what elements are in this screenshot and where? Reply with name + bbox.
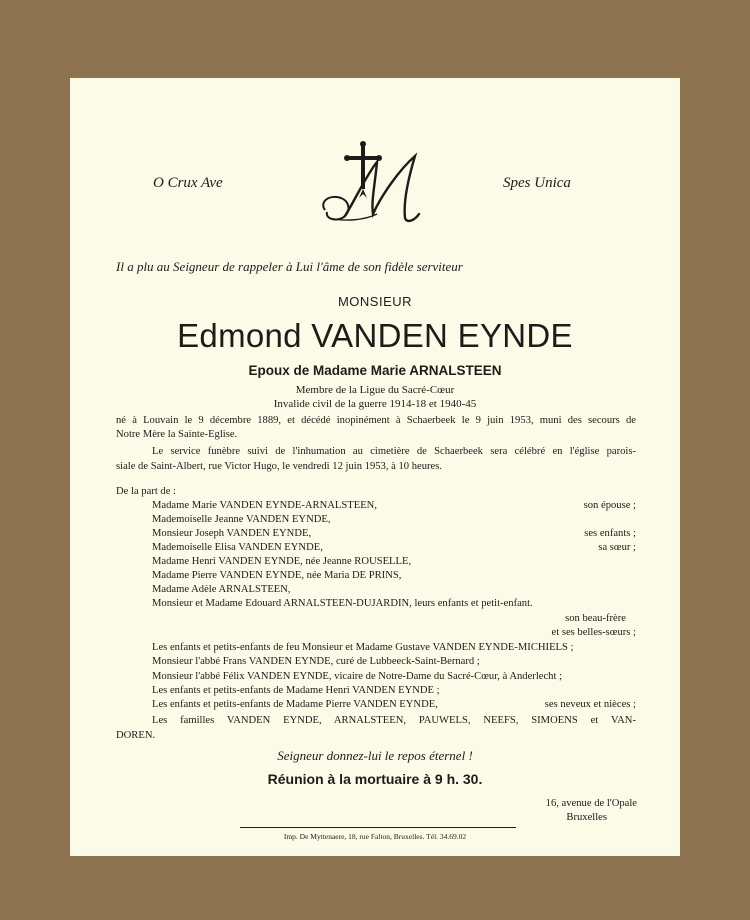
- service-line-1: Le service funèbre suivi de l'inhumation au cimetière de Schaerbeek sera célébré en l'église parois-: [152, 446, 636, 457]
- extended-family-relation: ses neveux et nièces ;: [544, 699, 636, 710]
- address-city: Bruxelles: [566, 812, 607, 823]
- spouse-line: Epoux de Madame Marie ARNALSTEEN: [248, 363, 502, 378]
- honorific: MONSIEUR: [337, 294, 413, 309]
- address-street: 16, avenue de l'Opale: [545, 798, 637, 809]
- right-motto: Spes Unica: [503, 175, 571, 191]
- in-law-relation: son beau-frère: [565, 613, 626, 624]
- printer-line: Imp. De Myttenaere, 18, rue Falton, Bruxelles. Tél. 34.69.02: [283, 832, 467, 841]
- family-name: Monsieur et Madame Edouard ARNALSTEEN-DUJARDIN, leurs enfants et petit-enfant.: [152, 598, 533, 609]
- family-name: Madame Henri VANDEN EYNDE, née Jeanne ROUSELLE,: [152, 556, 412, 567]
- bio-line-2: Notre Mère la Sainte-Eglise.: [116, 429, 238, 440]
- family-name: Madame Adèle ARNALSTEEN,: [152, 584, 291, 595]
- footer-divider: [240, 827, 516, 828]
- extended-family-line: Les enfants et petits-enfants de Madame Pierre VANDEN EYNDE,: [152, 699, 438, 710]
- families-line-1: Les familles VANDEN EYNDE, ARNALSTEEN, PAUWELS, NEEFS, SIMOENS et VAN-: [152, 715, 636, 726]
- family-name: Madame Marie VANDEN EYNDE-ARNALSTEEN,: [152, 500, 377, 511]
- family-name: Mademoiselle Elisa VANDEN EYNDE,: [152, 542, 323, 553]
- prayer-line: Seigneur donnez-lui le repos éternel !: [277, 748, 473, 763]
- left-motto: O Crux Ave: [153, 175, 223, 191]
- in-law-relation: et ses belles-sœurs ;: [551, 627, 636, 638]
- cross-monogram-icon: [315, 140, 435, 230]
- family-relation: ses enfants ;: [584, 528, 636, 539]
- families-line-2: DOREN.: [116, 730, 156, 741]
- family-relation: sa sœur ;: [598, 542, 636, 553]
- from-label: De la part de :: [116, 486, 177, 497]
- service-line-2: siale de Saint-Albert, rue Victor Hugo, le vendredi 12 juin 1953, à 10 heures.: [116, 461, 443, 472]
- bio-line-1: né à Louvain le 9 décembre 1889, et décédé inopinément à Schaerbeek le 9 juin 1953, muni des secours de: [116, 415, 636, 426]
- deceased-name: Edmond VANDEN EYNDE: [177, 317, 573, 354]
- intro-line: Il a plu au Seigneur de rappeler à Lui l'âme de son fidèle serviteur: [116, 259, 463, 274]
- membership-line-1: Membre de la Ligue du Sacré-Cœur: [295, 384, 455, 396]
- family-name: Mademoiselle Jeanne VANDEN EYNDE,: [152, 514, 331, 525]
- extended-family-line: Les enfants et petits-enfants de Madame Henri VANDEN EYNDE ;: [152, 685, 440, 696]
- family-name: Madame Pierre VANDEN EYNDE, née Maria DE PRINS,: [152, 570, 402, 581]
- extended-family-line: Les enfants et petits-enfants de feu Monsieur et Madame Gustave VANDEN EYNDE-MICHIELS ;: [152, 642, 574, 653]
- extended-family-line: Monsieur l'abbé Frans VANDEN EYNDE, curé de Lubbeeck-Saint-Bernard ;: [152, 656, 480, 667]
- family-name: Monsieur Joseph VANDEN EYNDE,: [152, 528, 312, 539]
- extended-family-line: Monsieur l'abbé Félix VANDEN EYNDE, vicaire de Notre-Dame du Sacré-Cœur, à Anderlecht ;: [152, 671, 563, 682]
- meeting-line: Réunion à la mortuaire à 9 h. 30.: [267, 771, 483, 787]
- membership-line-2: Invalide civil de la guerre 1914-18 et 1940-45: [273, 398, 477, 410]
- family-relation: son épouse ;: [583, 500, 636, 511]
